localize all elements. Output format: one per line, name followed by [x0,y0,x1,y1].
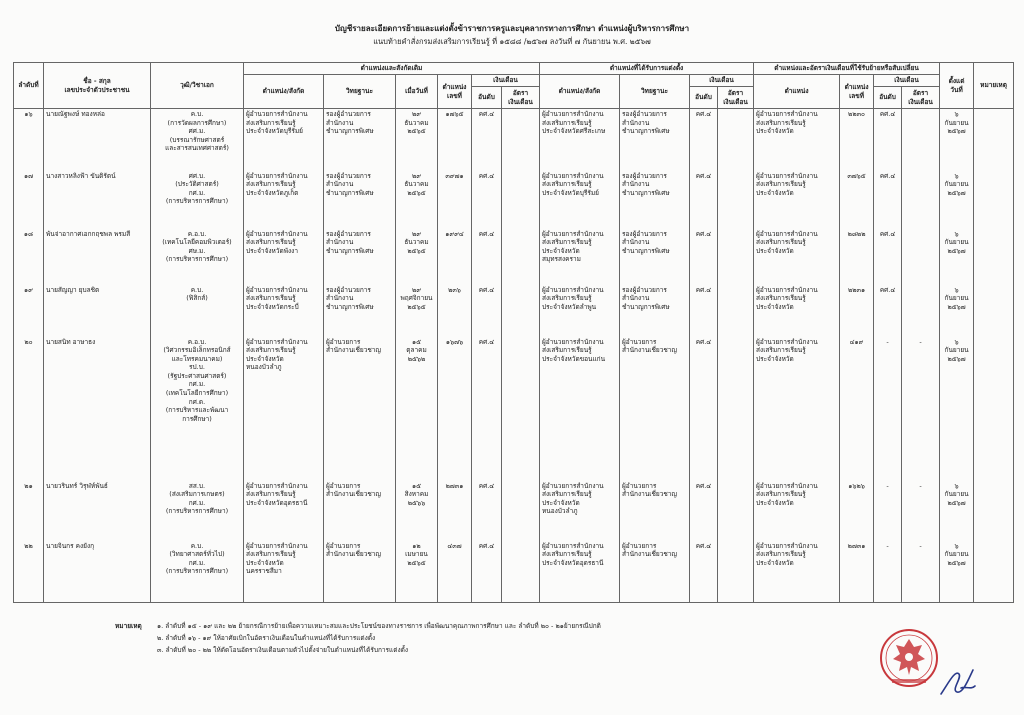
table-row [14,109,1014,171]
row-adj-position: ผู้อำนวยการสำนักงาน ส่งเสริมการเรียนรู้ ประจำจังหวัด [754,171,840,229]
row-name: นายณัฐพงษ์ ทองหล่อ [44,109,151,171]
row-remark [974,285,1014,337]
row-old-level: คศ.๔ [472,285,502,337]
col-new-position-header: ตำแหน่ง/สังกัด [540,75,620,109]
row-degree: ค.บ. (ฟิสิกส์) [151,285,244,337]
row-adj-rate [902,171,940,229]
row-old-position: ผู้อำนวยการสำนักงาน ส่งเสริมการเรียนรู้ ประจำจังหวัดบุรีรัมย์ [244,109,324,171]
row-old-posno: ๑๖๗๖ [438,337,472,481]
col-adj-level-header: อันดับ [874,87,902,109]
row-old-position: ผู้อำนวยการสำนักงาน ส่งเสริมการเรียนรู้ ประจำจังหวัดกระบี่ [244,285,324,337]
row-adj-level: - [874,541,902,603]
row-adj-posno: ๑๖๒๖ [840,481,874,541]
table-row [14,285,1014,337]
col-no-header: ลำดับที่ [14,63,44,109]
row-adj-rate: - [902,337,940,481]
row-old-level: คศ.๔ [472,109,502,171]
row-adj-posno: ๒๗๓๑ [840,541,874,603]
col-degree-header: วุฒิ/วิชาเอก [151,63,244,109]
row-new-level: คศ.๔ [690,337,718,481]
row-adj-rate [902,109,940,171]
row-new-level: คศ.๔ [690,171,718,229]
row-effective: ๖ กันยายน ๒๕๖๗ [940,481,974,541]
row-name: พันจ่าอากาศเอกกฤชพล พรมสี [44,229,151,285]
row-effective: ๖ กันยายน ๒๕๖๗ [940,229,974,285]
row-old-level: คศ.๔ [472,337,502,481]
row-new-rank: รองผู้อำนวยการ สำนักงาน ชำนาญการพิเศษ [620,109,690,171]
official-seal-icon [878,627,940,689]
row-new-rank: รองผู้อำนวยการ สำนักงาน ชำนาญการพิเศษ [620,229,690,285]
row-new-position: ผู้อำนวยการสำนักงาน ส่งเสริมการเรียนรู้ ประจำจังหวัด สมุทรสงคราม [540,229,620,285]
row-old-date: ๒๙ ธันวาคม ๒๕๖๕ [396,109,438,171]
row-new-position: ผู้อำนวยการสำนักงาน ส่งเสริมการเรียนรู้ ประจำจังหวัดบุรีรัมย์ [540,171,620,229]
row-new-rate [718,229,754,285]
row-old-posno: ๓๙๗๑ [438,171,472,229]
row-adj-level: คศ.๔ [874,229,902,285]
row-name: นายจินกร คงยังกุ [44,541,151,603]
table-row [14,337,1014,481]
row-old-rate [502,337,540,481]
row-degree: ค.บ. (วิทยาศาสตร์ทั่วไป) กศ.ม. (การบริหารการศึกษา) [151,541,244,603]
row-new-level: คศ.๔ [690,109,718,171]
row-old-level: คศ.๔ [472,229,502,285]
row-new-rate [718,109,754,171]
document-subtitle: แนบท้ายคำสั่งกรมส่งเสริมการเรียนรู้ ที่ ๑๕๘๘ /๒๕๖๗ ลงวันที่ ๗ กันยายน พ.ศ. ๒๕๖๗ [373,37,651,46]
col-new-salary-header: เงินเดือน [690,75,754,87]
col-old-since-header: เมื่อวันที่ [396,75,438,109]
row-adj-position: ผู้อำนวยการสำนักงาน ส่งเสริมการเรียนรู้ ประจำจังหวัด [754,229,840,285]
row-adj-level: คศ.๔ [874,171,902,229]
row-adj-position: ผู้อำนวยการสำนักงาน ส่งเสริมการเรียนรู้ ประจำจังหวัด [754,285,840,337]
row-new-position: ผู้อำนวยการสำนักงาน ส่งเสริมการเรียนรู้ ประจำจังหวัดศรีสะเกษ [540,109,620,171]
signature-icon [935,660,980,705]
notes-list [157,620,677,656]
row-new-level: คศ.๔ [690,229,718,285]
row-new-rate [718,285,754,337]
row-old-date: ๑๕ สิงหาคม ๒๕๖๖ [396,481,438,541]
row-old-level: คศ.๔ [472,171,502,229]
row-old-rate [502,541,540,603]
note-item: ๑. ลำดับที่ ๑๕ - ๑๙ และ ๒๒ ย้ายกรณีการย้ายเพื่อความเหมาะสมและประโยชน์ของทางราชการ เพื่อพัฒนาคุณภาพการศึกษา และ ลำดับที่ ๒๐ - ๒๑ย้ายกรณีปกติ [157,622,601,630]
notes-label: หมายเหตุ [115,622,142,630]
row-old-date: ๒๙ ธันวาคม ๒๕๖๕ [396,171,438,229]
col-adj-rate-header: อัตรา เงินเดือน [902,87,940,109]
col-old-posno-header: ตำแหน่ง เลขที่ [438,75,472,109]
row-remark [974,541,1014,603]
col-new-level-header: อันดับ [690,87,718,109]
row-old-rank: รองผู้อำนวยการ สำนักงาน ชำนาญการพิเศษ [324,171,396,229]
row-adj-posno: ๒๘๒๒ [840,229,874,285]
row-adj-rate [902,285,940,337]
table-row [14,171,1014,229]
row-old-rank: รองผู้อำนวยการ สำนักงาน ชำนาญการพิเศษ [324,229,396,285]
row-adj-posno: ๔๑๙ [840,337,874,481]
note-item: ๒. ลำดับที่ ๑๖ - ๑๙ ให้อาศัยเบิกในอัตราเงินเดือนในตำแหน่งที่ได้รับการแต่งตั้ง [157,634,376,642]
row-degree: สส.บ. (ส่งเสริมการเกษตร) กศ.ม. (การบริหารการศึกษา) [151,481,244,541]
col-old-rate-header: อัตรา เงินเดือน [502,87,540,109]
row-old-position: ผู้อำนวยการสำนักงาน ส่งเสริมการเรียนรู้ ประจำจังหวัด นครราชสีมา [244,541,324,603]
transfer-table [13,62,1014,603]
document-title: บัญชีรายละเอียดการย้ายและแต่งตั้งข้าราชการครูและบุคลากรทางการศึกษา ตำแหน่งผู้บริหารการศึกษา [334,24,690,33]
row-remark [974,171,1014,229]
table-row [14,229,1014,285]
col-effective-header: ตั้งแต่ วันที่ [940,63,974,109]
row-old-posno: ๒๓๖ [438,285,472,337]
row-name: นายวรินทร์ วิรุฬห์พันธ์ [44,481,151,541]
row-old-rate [502,229,540,285]
row-no: ๒๐ [14,337,44,481]
row-new-rank: ผู้อำนวยการ สำนักงานเชี่ยวชาญ [620,337,690,481]
row-old-rate [502,171,540,229]
row-adj-rate: - [902,541,940,603]
table-row [14,541,1014,603]
row-adj-level: - [874,481,902,541]
col-new-rank-header: วิทยฐานะ [620,75,690,109]
row-new-rank: รองผู้อำนวยการ สำนักงาน ชำนาญการพิเศษ [620,171,690,229]
row-old-rate [502,285,540,337]
row-old-rank: รองผู้อำนวยการ สำนักงาน ชำนาญการพิเศษ [324,109,396,171]
row-old-rate [502,109,540,171]
row-new-position: ผู้อำนวยการสำนักงาน ส่งเสริมการเรียนรู้ ประจำจังหวัด หนองบัวลำภู [540,481,620,541]
row-adj-position: ผู้อำนวยการสำนักงาน ส่งเสริมการเรียนรู้ ประจำจังหวัด [754,109,840,171]
col-new-rate-header: อัตรา เงินเดือน [718,87,754,109]
row-no: ๑๙ [14,285,44,337]
row-old-position: ผู้อำนวยการสำนักงาน ส่งเสริมการเรียนรู้ ประจำจังหวัดภูเก็ต [244,171,324,229]
row-old-posno: ๑๗๖๕ [438,109,472,171]
row-old-date: ๒๙ ธันวาคม ๒๕๖๕ [396,229,438,285]
col-adj-position-header: ตำแหน่ง [754,75,840,109]
row-remark [974,109,1014,171]
row-new-rate [718,171,754,229]
row-new-rank: รองผู้อำนวยการ สำนักงาน ชำนาญการพิเศษ [620,285,690,337]
row-new-position: ผู้อำนวยการสำนักงาน ส่งเสริมการเรียนรู้ ประจำจังหวัดขอนแก่น [540,337,620,481]
row-adj-position: ผู้อำนวยการสำนักงาน ส่งเสริมการเรียนรู้ ประจำจังหวัด [754,337,840,481]
row-adj-level: คศ.๔ [874,285,902,337]
row-no: ๑๖ [14,109,44,171]
row-effective: ๖ กันยายน ๒๕๖๗ [940,541,974,603]
note-item: ๓. ลำดับที่ ๒๐ - ๒๒ ให้ตัดโอนอัตราเงินเดือนตามตัวไปตั้งจ่ายในตำแหน่งที่ได้รับการแต่งตั้ง [157,646,409,654]
row-old-level: คศ.๔ [472,481,502,541]
row-old-rank: ผู้อำนวยการ สำนักงานเชี่ยวชาญ [324,481,396,541]
row-no: ๒๑ [14,481,44,541]
row-old-date: ๑๒ เมษายน ๒๕๖๕ [396,541,438,603]
row-new-level: คศ.๔ [690,285,718,337]
col-old-position-header: ตำแหน่ง/สังกัด [244,75,324,109]
row-effective: ๖ กันยายน ๒๕๖๗ [940,337,974,481]
col-adj-posno-header: ตำแหน่ง เลขที่ [840,75,874,109]
table-body [14,109,1014,603]
row-old-level: คศ.๔ [472,541,502,603]
col-old-group-header: ตำแหน่งและสังกัดเดิม [244,63,540,75]
row-effective: ๖ กันยายน ๒๕๖๗ [940,171,974,229]
row-adj-position: ผู้อำนวยการสำนักงาน ส่งเสริมการเรียนรู้ ประจำจังหวัด [754,541,840,603]
row-no: ๑๗ [14,171,44,229]
row-old-posno: ๔๓๗ [438,541,472,603]
row-new-position: ผู้อำนวยการสำนักงาน ส่งเสริมการเรียนรู้ ประจำจังหวัดอุดรธานี [540,541,620,603]
row-adj-posno: ๒๒๓๑ [840,285,874,337]
row-old-posno: ๑๙๙๔ [438,229,472,285]
row-degree: ค.อ.บ. (วิศวกรรมอิเล็กทรอนิกส์ และโทรคมนาคม) รป.บ. (รัฐประศาสนศาสตร์) กศ.ม. (เทคโนโลยีการศึกษา) กศ.ด. (การบริหารและพัฒนา การศึกษา) [151,337,244,481]
table-row [14,481,1014,541]
col-old-rank-header: วิทยฐานะ [324,75,396,109]
row-adj-posno: ๓๗๖๕ [840,171,874,229]
row-adj-posno: ๒๒๓๐ [840,109,874,171]
row-remark [974,229,1014,285]
row-new-rank: ผู้อำนวยการ สำนักงานเชี่ยวชาญ [620,541,690,603]
row-remark [974,337,1014,481]
row-degree: ค.บ. (การวัดผลการศึกษา) ศศ.ม. (บรรณารักษศาสตร์ และสารสนเทศศาสตร์) [151,109,244,171]
row-effective: ๖ กันยายน ๒๕๖๗ [940,285,974,337]
col-old-salary-header: เงินเดือน [472,75,540,87]
row-old-position: ผู้อำนวยการสำนักงาน ส่งเสริมการเรียนรู้ ประจำจังหวัด หนองบัวลำภู [244,337,324,481]
row-adj-level: - [874,337,902,481]
row-no: ๑๘ [14,229,44,285]
row-new-level: คศ.๔ [690,481,718,541]
row-new-rate [718,337,754,481]
row-new-rank: ผู้อำนวยการ สำนักงานเชี่ยวชาญ [620,481,690,541]
row-old-rank: รองผู้อำนวยการ สำนักงาน ชำนาญการพิเศษ [324,285,396,337]
col-new-group-header: ตำแหน่งที่ได้รับการแต่งตั้ง [540,63,754,75]
row-adj-rate: - [902,481,940,541]
row-name: นางสาวหลิงฟ้า ขันติรัตน์ [44,171,151,229]
row-old-position: ผู้อำนวยการสำนักงาน ส่งเสริมการเรียนรู้ ประจำจังหวัดพังงา [244,229,324,285]
col-old-level-header: อันดับ [472,87,502,109]
row-effective: ๖ กันยายน ๒๕๖๗ [940,109,974,171]
col-name-header: ชื่อ - สกุล เลขประจำตัวประชาชน [44,63,151,109]
row-degree: ศศ.บ. (ประวัติศาสตร์) กศ.ม. (การบริหารการศึกษา) [151,171,244,229]
row-old-rate [502,481,540,541]
row-old-date: ๑๕ ตุลาคม ๒๕๖๒ [396,337,438,481]
row-no: ๒๒ [14,541,44,603]
row-old-rank: ผู้อำนวยการ สำนักงานเชี่ยวชาญ [324,337,396,481]
row-adj-level: คศ.๔ [874,109,902,171]
col-remark-header: หมายเหตุ [974,63,1014,109]
col-adj-group-header: ตำแหน่งและอัตราเงินเดือนที่ใช้รับย้ายหรือสับเปลี่ยน [754,63,940,75]
row-old-date: ๒๙ พฤศจิกายน ๒๕๖๕ [396,285,438,337]
row-new-position: ผู้อำนวยการสำนักงาน ส่งเสริมการเรียนรู้ ประจำจังหวัดลำพูน [540,285,620,337]
row-old-position: ผู้อำนวยการสำนักงาน ส่งเสริมการเรียนรู้ ประจำจังหวัดอุดรธานี [244,481,324,541]
row-adj-rate [902,229,940,285]
row-adj-position: ผู้อำนวยการสำนักงาน ส่งเสริมการเรียนรู้ ประจำจังหวัด [754,481,840,541]
row-new-rate [718,541,754,603]
row-name: นายสัญญา ยุบลชิต [44,285,151,337]
row-new-level: คศ.๔ [690,541,718,603]
row-old-posno: ๒๗๓๑ [438,481,472,541]
row-old-rank: ผู้อำนวยการ สำนักงานเชี่ยวชาญ [324,541,396,603]
row-name: นายสนิท อาษาธง [44,337,151,481]
row-degree: ค.อ.บ. (เทคโนโลยีคอมพิวเตอร์) ศษ.ม. (การบริหารการศึกษา) [151,229,244,285]
row-remark [974,481,1014,541]
col-adj-salary-header: เงินเดือน [874,75,940,87]
row-new-rate [718,481,754,541]
